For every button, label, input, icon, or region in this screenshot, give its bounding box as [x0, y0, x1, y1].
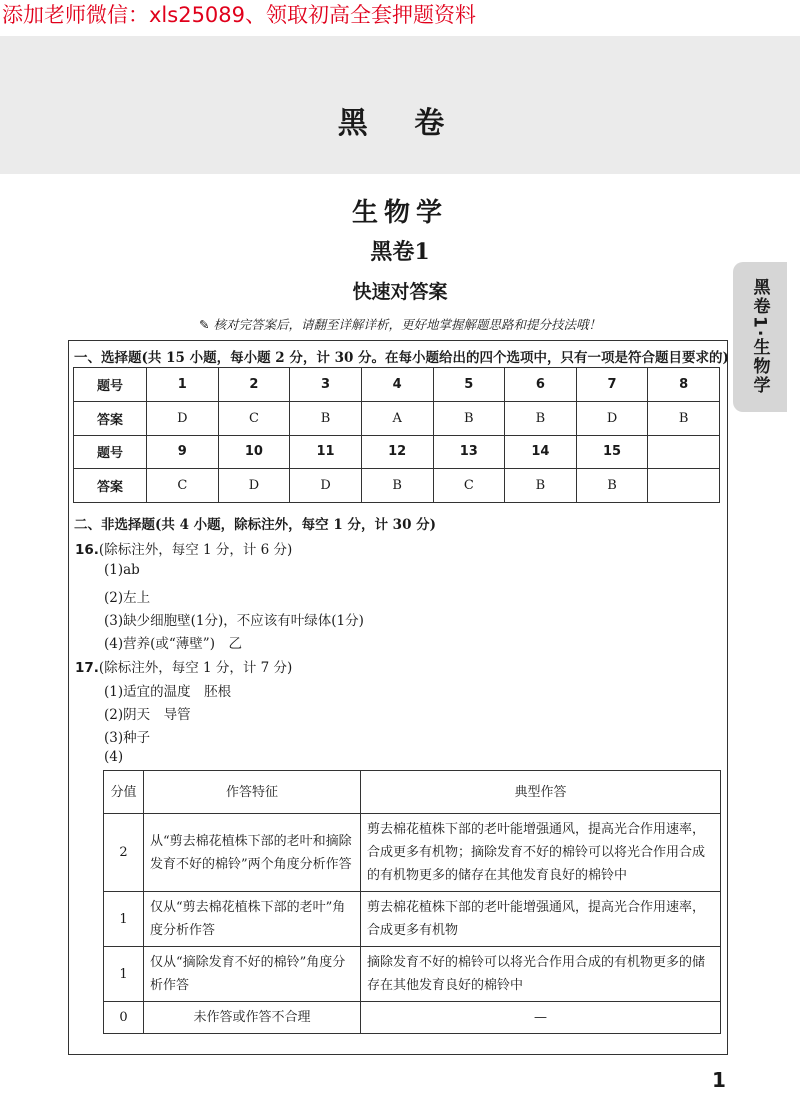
- answer-line: (3)种子: [104, 730, 151, 746]
- question-number: 8: [648, 368, 720, 402]
- answer-cell: D: [290, 469, 362, 503]
- answer-cell: A: [361, 401, 433, 435]
- question-number: 6: [505, 368, 577, 402]
- subject-title: 生物学: [351, 198, 448, 228]
- question-rule: (除标注外，每空 1 分，计 6 分): [98, 542, 293, 558]
- question-number: 13: [433, 435, 505, 469]
- answer-cell: B: [290, 401, 362, 435]
- question-number: [648, 435, 720, 469]
- score-cell: 1: [104, 892, 144, 947]
- question-number: 16.: [75, 542, 99, 558]
- question-number: 9: [147, 435, 219, 469]
- feature-cell: 未作答或作答不合理: [144, 1002, 361, 1034]
- section-title: 快速对答案: [352, 281, 448, 303]
- table-row: [104, 892, 721, 947]
- feature-cell: 从“剪去棉花植株下部的老叶和摘除发育不好的棉铃”两个角度分析作答: [144, 814, 361, 892]
- question-16-rule: [75, 538, 292, 558]
- question-number: 11: [290, 435, 362, 469]
- answer-line: (4)营养(或“薄壁”) 乙: [104, 636, 242, 652]
- question-rule: (除标注外，每空 1 分，计 7 分): [98, 660, 293, 676]
- answer-cell: B: [648, 401, 720, 435]
- scoring-table: [103, 770, 721, 1034]
- table-row: [104, 1002, 721, 1034]
- answer-cell: C: [147, 469, 219, 503]
- score-cell: 0: [104, 1002, 144, 1034]
- feature-cell: 仅从“剪去棉花植株下部的老叶”角度分析作答: [144, 892, 361, 947]
- score-cell: 1: [104, 947, 144, 1002]
- side-tab: 黑卷1·生物学: [733, 262, 787, 412]
- answer-line: (1)ab: [104, 562, 140, 578]
- tip-label: 核对完答案后，请翻至详解详析，更好地掌握解题思路和提分技法哦！: [213, 317, 601, 332]
- table-row: [74, 469, 720, 503]
- question-17-rule: [75, 656, 292, 676]
- answer-cell: D: [218, 469, 290, 503]
- answer-cell: C: [433, 469, 505, 503]
- answer-line: (1)适宜的温度 胚根: [104, 684, 232, 700]
- question-number: 15: [576, 435, 648, 469]
- pencil-icon: ✎: [199, 317, 210, 332]
- answer-cell: D: [576, 401, 648, 435]
- column-header: 典型作答: [361, 771, 721, 814]
- promo-banner: 添加老师微信：xls25089、领取初高全套押题资料: [2, 3, 477, 27]
- question-number: 3: [290, 368, 362, 402]
- example-cell: 摘除发育不好的棉铃可以将光合作用合成的有机物更多的储存在其他发育良好的棉铃中: [361, 947, 721, 1002]
- answer-line: (3)缺少细胞壁(1分)，不应该有叶绿体(1分): [104, 613, 364, 629]
- column-header: 作答特征: [144, 771, 361, 814]
- answer-cell: D: [147, 401, 219, 435]
- row-label: 答案: [74, 469, 147, 503]
- question-number: 10: [218, 435, 290, 469]
- table-row: [74, 368, 720, 402]
- table-row: [74, 401, 720, 435]
- answer-line: (4): [104, 749, 124, 765]
- table-row: [104, 814, 721, 892]
- question-number: 4: [361, 368, 433, 402]
- answer-line: (2)阴天 导管: [104, 707, 191, 723]
- answer-cell: C: [218, 401, 290, 435]
- answer-cell: B: [505, 401, 577, 435]
- question-number: 7: [576, 368, 648, 402]
- paper-name: 黑卷1: [370, 239, 430, 265]
- answer-cell: B: [433, 401, 505, 435]
- example-cell: 剪去棉花植株下部的老叶能增强通风，提高光合作用速率，合成更多有机物: [361, 892, 721, 947]
- row-label: 题号: [74, 368, 147, 402]
- question-number: 1: [147, 368, 219, 402]
- page-number: 1: [712, 1068, 726, 1092]
- question-number: 5: [433, 368, 505, 402]
- answer-cell: B: [505, 469, 577, 503]
- example-cell: —: [361, 1002, 721, 1034]
- part1-heading: 一、选择题(共 15 小题，每小题 2 分，计 30 分。在每小题给出的四个选项中，只有一项是符合题目要求的): [74, 350, 729, 366]
- answer-line: (2)左上: [104, 590, 151, 606]
- question-number: 17.: [75, 660, 99, 676]
- feature-cell: 仅从“摘除发育不好的棉铃”角度分析作答: [144, 947, 361, 1002]
- row-label: 答案: [74, 401, 147, 435]
- column-header: 分值: [104, 771, 144, 814]
- score-cell: 2: [104, 814, 144, 892]
- question-number: 12: [361, 435, 433, 469]
- row-label: 题号: [74, 435, 147, 469]
- table-row: [104, 947, 721, 1002]
- answer-cell: B: [576, 469, 648, 503]
- page-title: 黑 卷: [337, 106, 463, 141]
- answer-cell: B: [361, 469, 433, 503]
- question-number: 2: [218, 368, 290, 402]
- choice-answer-table: [73, 367, 720, 503]
- answer-cell: [648, 469, 720, 503]
- table-row: [74, 435, 720, 469]
- example-cell: 剪去棉花植株下部的老叶能增强通风，提高光合作用速率，合成更多有机物；摘除发育不好的棉铃可以将光合作用合成的有机物更多的储存在其他发育良好的棉铃中: [361, 814, 721, 892]
- part2-heading: 二、非选择题(共 4 小题，除标注外，每空 1 分，计 30 分): [74, 517, 437, 533]
- tip-text: [0, 315, 800, 333]
- table-header-row: [104, 771, 721, 814]
- question-number: 14: [505, 435, 577, 469]
